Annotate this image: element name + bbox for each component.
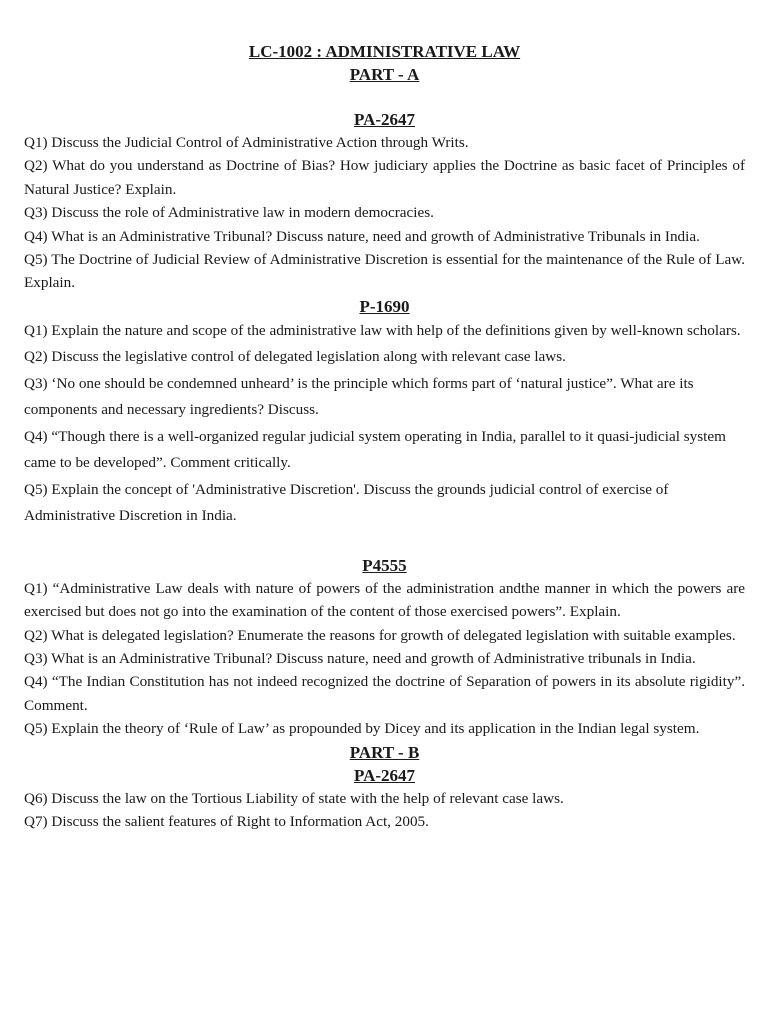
spacer xyxy=(24,86,745,108)
question-item: Q4) What is an Administrative Tribunal? Discuss nature, need and growth of Administrative Tribunals in India. xyxy=(24,227,700,245)
part-a-heading: PART - A xyxy=(349,65,420,84)
part-b-heading: PART - B xyxy=(349,742,420,762)
question-item: Q6) Discuss the law on the Tortious Liability of state with the help of relevant case laws. xyxy=(24,789,564,807)
spacer xyxy=(24,530,745,554)
question-item: Q7) Discuss the salient features of Right to Information Act, 2005. xyxy=(24,813,429,831)
question-item: Q3) Discuss the role of Administrative law in modern democracies. xyxy=(24,204,434,222)
document-page xyxy=(24,40,745,834)
question-item: Q4) “Though there is a well-organized regular judicial system operating in India, parallel to it quasi-judicial system came to be developed”. Comment critically. xyxy=(24,427,726,472)
question-item: Q2) Discuss the legislative control of delegated legislation along with relevant case laws. xyxy=(24,348,566,366)
question-item: Q1) Discuss the Judicial Control of Administrative Action through Writs. xyxy=(24,134,469,151)
question-item: Q1) Explain the nature and scope of the administrative law with help of the definitions given by well-known scholars. xyxy=(24,321,741,339)
section-code-pa-2647-part-b: PA-2647 xyxy=(353,765,416,785)
section-code-pa-2647: PA-2647 xyxy=(353,110,416,129)
document-title: LC-1002 : ADMINISTRATIVE LAW xyxy=(248,42,521,61)
section-code-p4555: P4555 xyxy=(362,555,407,575)
question-item: Q5) Explain the theory of ‘Rule of Law’ as propounded by Dicey and its application in the Indian legal system. xyxy=(24,720,700,738)
question-item: Q5) The Doctrine of Judicial Review of Administrative Discretion is essential for the maintenance of the Rule of Law. Explain. xyxy=(24,251,745,292)
question-item: Q2) What is delegated legislation? Enumerate the reasons for growth of delegated legislation with suitable examples. xyxy=(24,626,736,644)
question-item: Q3) What is an Administrative Tribunal? Discuss nature, need and growth of Administrative tribunals in India. xyxy=(24,650,696,668)
question-item: Q1) “Administrative Law deals with nature of powers of the administration andthe manner in which the powers are exercised but does not go into the examination of the content of those exercised powers”. Explain. xyxy=(24,579,745,621)
question-item: Q4) “The Indian Constitution has not indeed recognized the doctrine of Separation of powers in its absolute rigidity”. Comment. xyxy=(24,673,745,714)
question-item: Q2) What do you understand as Doctrine of Bias? How judiciary applies the Doctrine as basic facet of Principles of Natural Justice? Explain. xyxy=(24,157,745,198)
question-item: Q3) ‘No one should be condemned unheard’ is the principle which forms part of ‘natural justice”. What are its components and necessary ingredients? Discuss. xyxy=(24,374,694,419)
question-item: Q5) Explain the concept of 'Administrative Discretion'. Discuss the grounds judicial control of exercise of Administrative Discretion in India. xyxy=(24,480,669,525)
section-code-p-1690: P-1690 xyxy=(359,296,410,316)
